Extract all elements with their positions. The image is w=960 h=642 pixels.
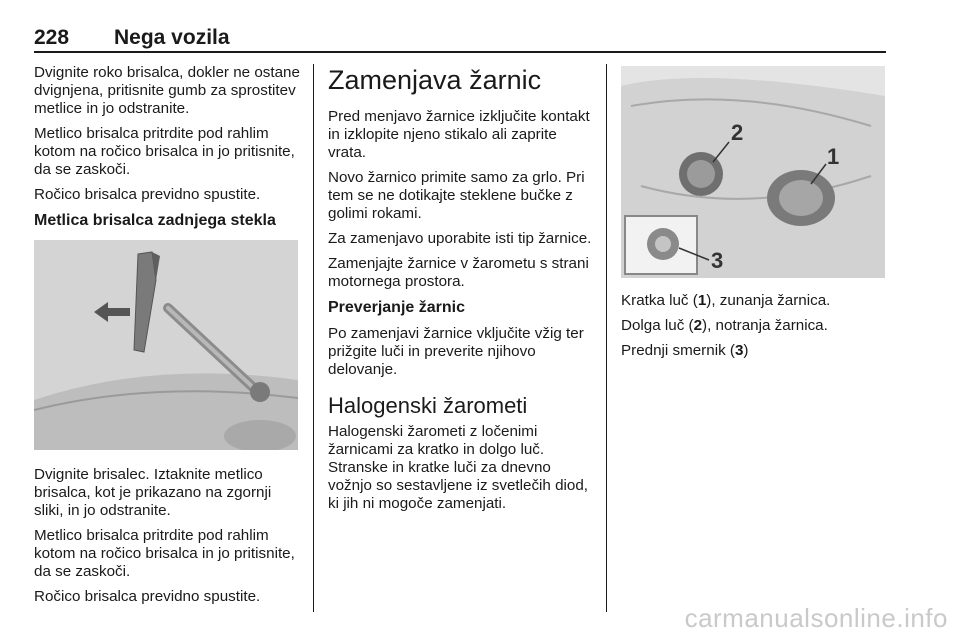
section-heading: Halogenski žarometi [328,393,528,418]
headlamp-bulbs-illustration [621,66,885,278]
paragraph: Zamenjajte žarnice v žarometu s strani motornega prostora. [328,255,589,290]
callout-label: 2 [731,120,744,145]
paragraph: Dvignite roko brisalca, dokler ne ostane dvignjena, pritisnite gumb za sprostitev metlice in jo odstranite. [34,64,300,117]
callout-label: 3 [711,248,724,273]
watermark: carmanualsonline.info [684,603,948,633]
paragraph: Dvignite brisalec. Iztaknite metlico brisalca, kot je prikazano na zgornji sliki, in jo odstranite. [34,466,272,519]
paragraph: Metlico brisalca pritrdite pod rahlim kotom na ročico brisalca in jo pritisnite, da se zaskoči. [34,527,295,580]
section-heading: Metlica brisalca zadnjega stekla [34,212,276,229]
subheading: Preverjanje žarnic [328,299,465,316]
rear-wiper-illustration [34,240,298,450]
paragraph: Ročico brisalca previdno spustite. [34,588,261,605]
column-middle [328,64,596,520]
paragraph: Pred menjavo žarnice izključite kontakt in izklopite njeno stikalo ali zaprite vrata. [328,108,590,161]
paragraph: Novo žarnico primite samo za grlo. Pri tem se ne dotikajte steklene bučke z golimi rokami. [328,169,585,222]
page-header [34,26,886,52]
paragraph: Halogenski žarometi z ločenimi žarnicami za kratko in dolgo luč. Stranske in kratke luči za dnevno vožnjo so sestavljene iz svetlečih diod, ki jih ni mogoče zamenjati. [328,423,589,512]
header-rule [34,51,886,53]
column-right [621,64,889,367]
legend-item: Dolga luč (2), notranja žarnica. [621,317,828,334]
column-divider-1 [313,64,314,612]
paragraph: Metlico brisalca pritrdite pod rahlim kotom na ročico brisalca in jo pritisnite, da se zaskoči. [34,125,295,178]
legend-item: Prednji smernik (3) [621,342,749,359]
section-title: Zamenjava žarnic [328,65,542,95]
legend-item: Kratka luč (1), zunanja žarnica. [621,292,831,309]
paragraph: Ročico brisalca previdno spustite. [34,186,261,203]
callout-label: 1 [827,144,840,169]
column-left [34,64,302,613]
paragraph: Po zamenjavi žarnice vključite vžig ter prižgite luči in preverite njihovo delovanje. [328,325,584,378]
paragraph: Za zamenjavo uporabite isti tip žarnice. [328,230,592,247]
column-divider-2 [606,64,607,612]
page-number: 228 [34,26,70,49]
chapter-title: Nega vozila [114,26,230,49]
